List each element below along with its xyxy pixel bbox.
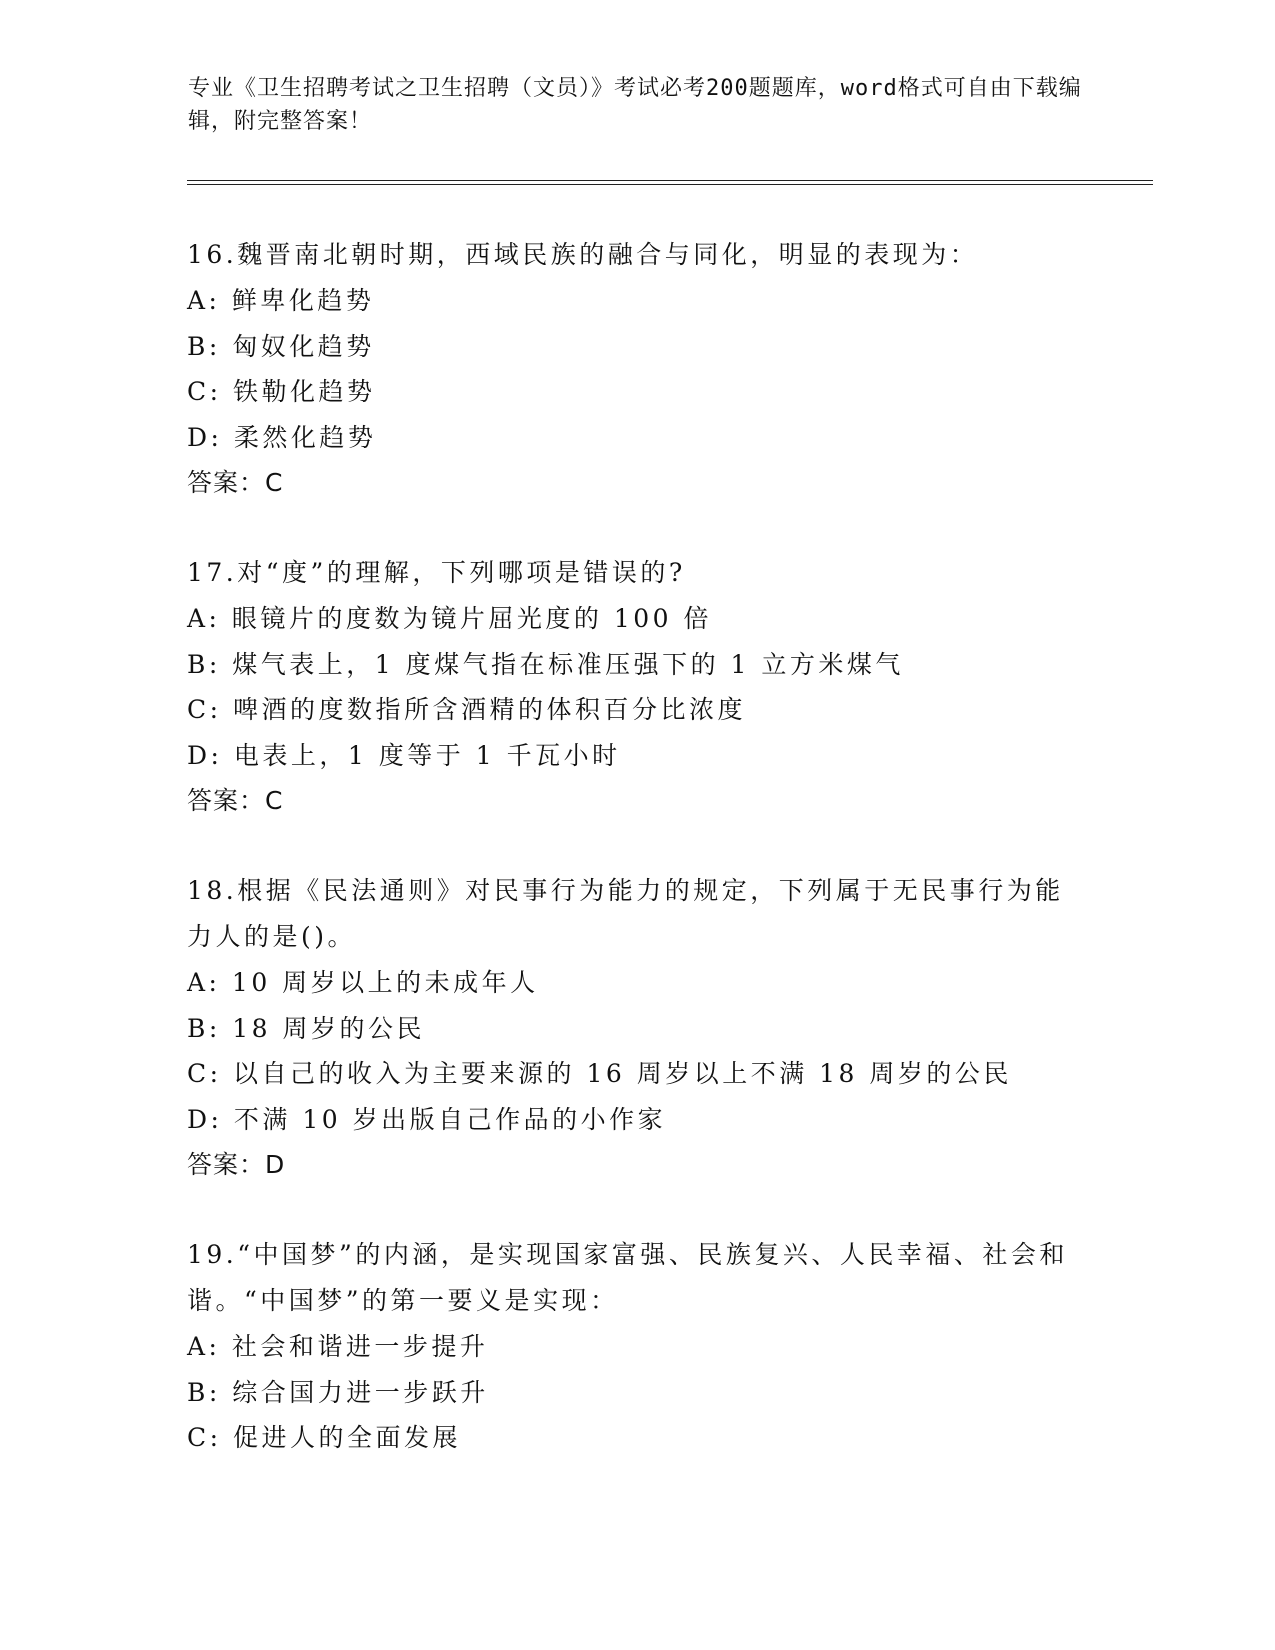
- question-stem: 18.根据《民法通则》对民事行为能力的规定，下列属于无民事行为能力人的是()。: [187, 876, 1064, 951]
- answer: 答案：C: [187, 786, 284, 815]
- question-17: [187, 550, 1087, 823]
- option-a: A: 鲜卑化趋势: [187, 286, 375, 315]
- header-divider-bottom: [187, 184, 1153, 185]
- question-16: [187, 232, 1087, 505]
- option-c: C: 铁勒化趋势: [187, 377, 376, 406]
- question-stem: 17.对“度”的理解，下列哪项是错误的?: [187, 558, 686, 587]
- option-c: C: 促进人的全面发展: [187, 1423, 461, 1452]
- option-d: D: 柔然化趋势: [187, 422, 377, 452]
- option-b: B: 18 周岁的公民: [187, 1013, 425, 1043]
- option-c: C: 啤酒的度数指所含酒精的体积百分比浓度: [187, 695, 746, 724]
- option-b: B: 煤气表上，1 度煤气指在标准压强下的 1 立方米煤气: [187, 649, 904, 679]
- document-header: 专业《卫生招聘考试之卫生招聘（文员）》考试必考200题题库，word格式可自由下载编辑，附完整答案！: [188, 76, 1082, 134]
- option-b: B: 综合国力进一步跃升: [187, 1377, 489, 1407]
- question-stem: 19.“中国梦”的内涵，是实现国家富强、民族复兴、人民幸福、社会和谐。“中国梦”的第一要义是实现：: [187, 1240, 1068, 1315]
- question-18: [187, 868, 1087, 1187]
- option-a: A: 10 周岁以上的未成年人: [187, 968, 539, 997]
- question-19: [187, 1232, 1087, 1461]
- option-d: D: 不满 10 岁出版自己作品的小作家: [187, 1104, 667, 1134]
- header-divider-top: [187, 180, 1153, 181]
- answer: 答案：C: [187, 468, 284, 497]
- answer: 答案：D: [187, 1150, 286, 1179]
- question-stem: 16.魏晋南北朝时期，西域民族的融合与同化，明显的表现为：: [187, 240, 979, 269]
- option-c: C: 以自己的收入为主要来源的 16 周岁以上不满 18 周岁的公民: [187, 1059, 1012, 1088]
- option-d: D: 电表上，1 度等于 1 千瓦小时: [187, 740, 621, 770]
- question-list: [187, 232, 1087, 1506]
- option-a: A: 眼镜片的度数为镜片屈光度的 100 倍: [187, 604, 713, 633]
- option-a: A: 社会和谐进一步提升: [187, 1332, 489, 1361]
- option-b: B: 匈奴化趋势: [187, 331, 375, 361]
